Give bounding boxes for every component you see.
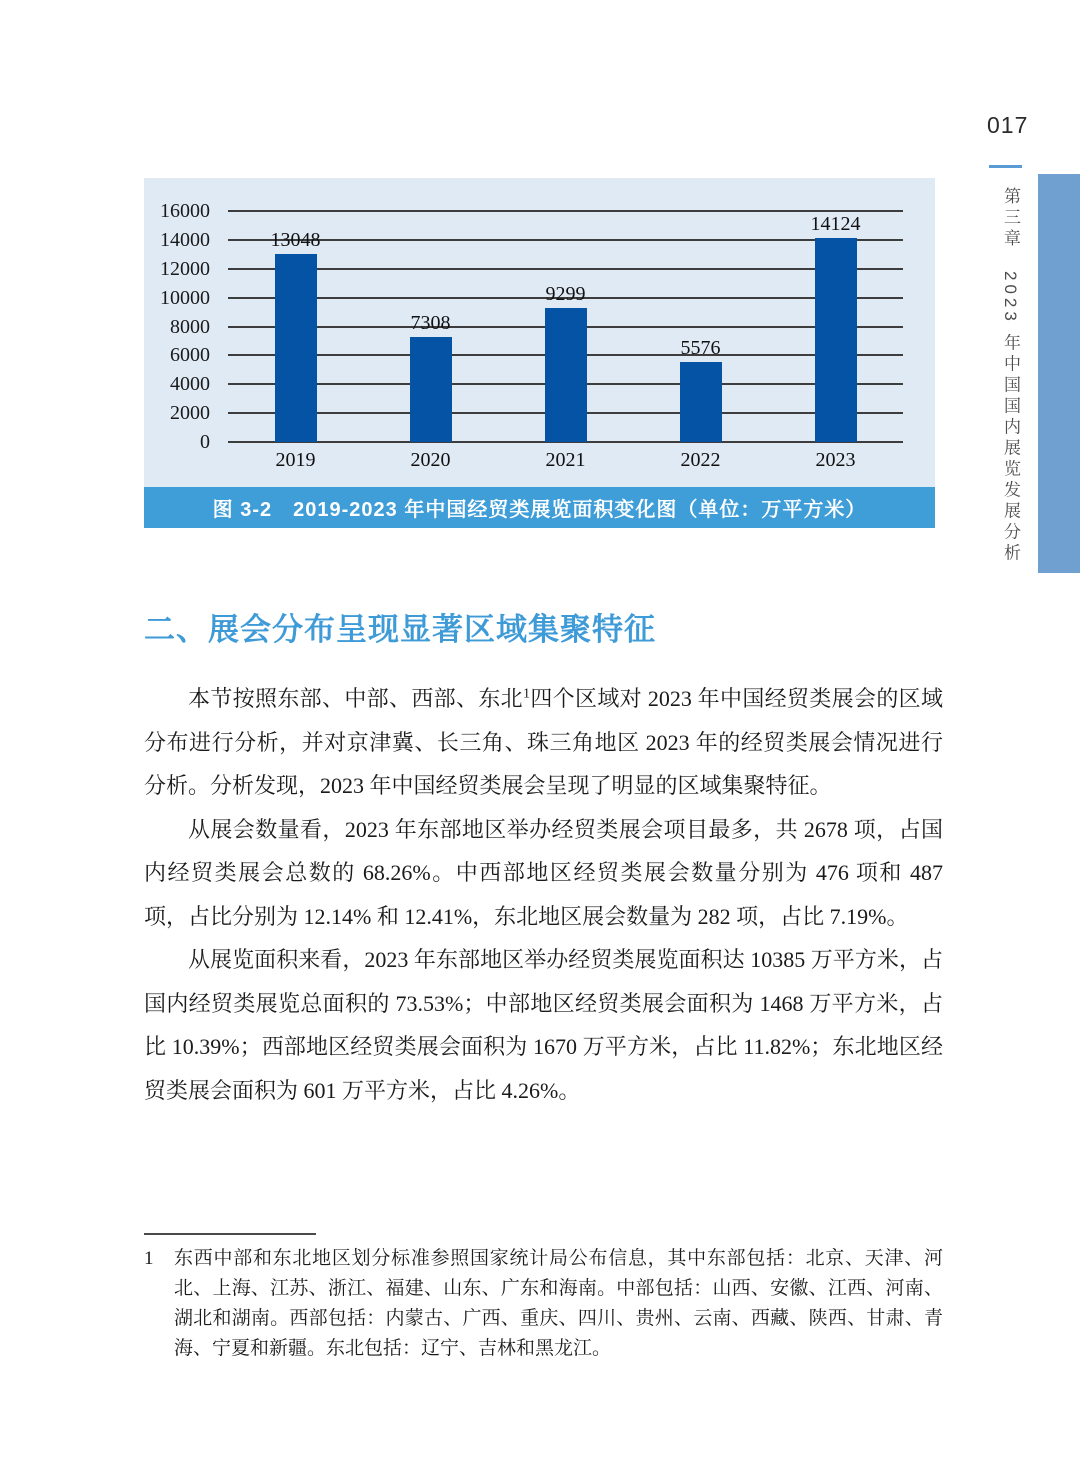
bar-2020: [410, 337, 452, 443]
bar-group-2020: [363, 178, 498, 471]
bar-2022: [680, 362, 722, 443]
x-axis-tick-label: 2022: [680, 449, 721, 471]
y-axis-tick-label: 12000: [160, 257, 210, 280]
bar-value-label: 7308: [410, 311, 451, 334]
x-axis-tick-label: 2020: [410, 449, 451, 471]
footnote-text: 东西中部和东北地区划分标准参照国家统计局公布信息，其中东部包括：北京、天津、河北、上海、江苏、浙江、福建、山东、广东和海南。中部包括：山西、安徽、江西、河南、湖北和湖南。西部包括：内蒙古、广西、重庆、四川、贵州、云南、西藏、陕西、甘肃、青海、宁夏和新疆。东北包括：辽宁、吉林和黑龙江。: [174, 1248, 943, 1359]
bar-2021: [545, 308, 587, 442]
bar-2023: [815, 238, 857, 442]
paragraph-1-text-cont: 四个区域对 2023 年中国经贸类展会的区域分布进行分析，并对京津冀、长三角、珠三角地区 2023 年的经贸类展会情况进行分析。分析发现，2023 年中国经贸类展会呈现了明显的区域集聚特征。: [144, 686, 943, 798]
bar-value-label: 13048: [270, 228, 321, 251]
x-axis-tick-label: 2019: [275, 449, 316, 471]
bar-value-label: 9299: [545, 282, 586, 305]
page-number-underline: [989, 165, 1022, 168]
y-axis-tick-label: 6000: [170, 344, 210, 367]
footnote: [144, 1244, 943, 1364]
footnote-separator: [144, 1233, 316, 1235]
paragraph-3: 从展览面积来看，2023 年东部地区举办经贸类展览面积达 10385 万平方米，占国内经贸类展览总面积的 73.53%；中部地区经贸类展会面积为 1468 万平方米，占比 10.39%；西部地区经贸类展会面积为 1670 万平方米，占比 11.82%；东北地区经贸类展会面积为 601 万平方米，占比 4.26%。: [144, 947, 943, 1103]
bar-value-label: 5576: [680, 336, 721, 359]
figure-caption: 图 3-2 2019-2023 年中国经贸类展览面积变化图（单位：万平方米）: [144, 487, 935, 528]
paragraph-1: [144, 677, 943, 808]
paragraph-2: 从展会数量看，2023 年东部地区举办经贸类展会项目最多，共 2678 项，占国内经贸类展会总数的 68.26%。中西部地区经贸类展会数量分别为 476 项和 487 项，占比分别为 12.14% 和 12.41%，东北地区展会数量为 282 项，占比 7.19%。: [144, 816, 943, 929]
footnote-number: 1: [144, 1248, 154, 1269]
section-heading: 二、展会分布呈现显著区域集聚特征: [144, 612, 656, 647]
y-axis-tick-label: 2000: [170, 402, 210, 425]
chart-plot-background: [144, 178, 935, 487]
y-axis-tick-label: 0: [200, 431, 210, 453]
body-text: [144, 677, 943, 1112]
y-axis-tick-label: 14000: [160, 228, 210, 251]
bar-2019: [275, 254, 317, 442]
figure-3-2: [144, 178, 935, 528]
y-axis: [144, 178, 218, 453]
bar-group-2021: [498, 178, 633, 471]
paragraph-1-text: 本节按照东部、中部、西部、东北: [188, 686, 523, 711]
chapter-side-band: [1038, 174, 1080, 573]
y-axis-tick-label: 4000: [170, 373, 210, 396]
x-axis-tick-label: 2023: [815, 449, 856, 471]
y-axis-tick-label: 10000: [160, 286, 210, 309]
bar-group-2019: [228, 178, 363, 471]
y-axis-tick-label: 8000: [170, 315, 210, 338]
y-axis-tick-label: 16000: [160, 200, 210, 222]
page-number: 017: [987, 112, 1029, 138]
bar-value-label: 14124: [810, 213, 861, 236]
chapter-side-tab: 第三章 2023 年中国国内展览发展分析: [1001, 187, 1020, 565]
bar-group-2023: [768, 178, 903, 471]
footnote-reference: 1: [523, 686, 530, 702]
x-axis-tick-label: 2021: [545, 449, 586, 471]
bars-row: [228, 178, 903, 471]
bar-group-2022: [633, 178, 768, 471]
plot-area: [228, 178, 903, 471]
